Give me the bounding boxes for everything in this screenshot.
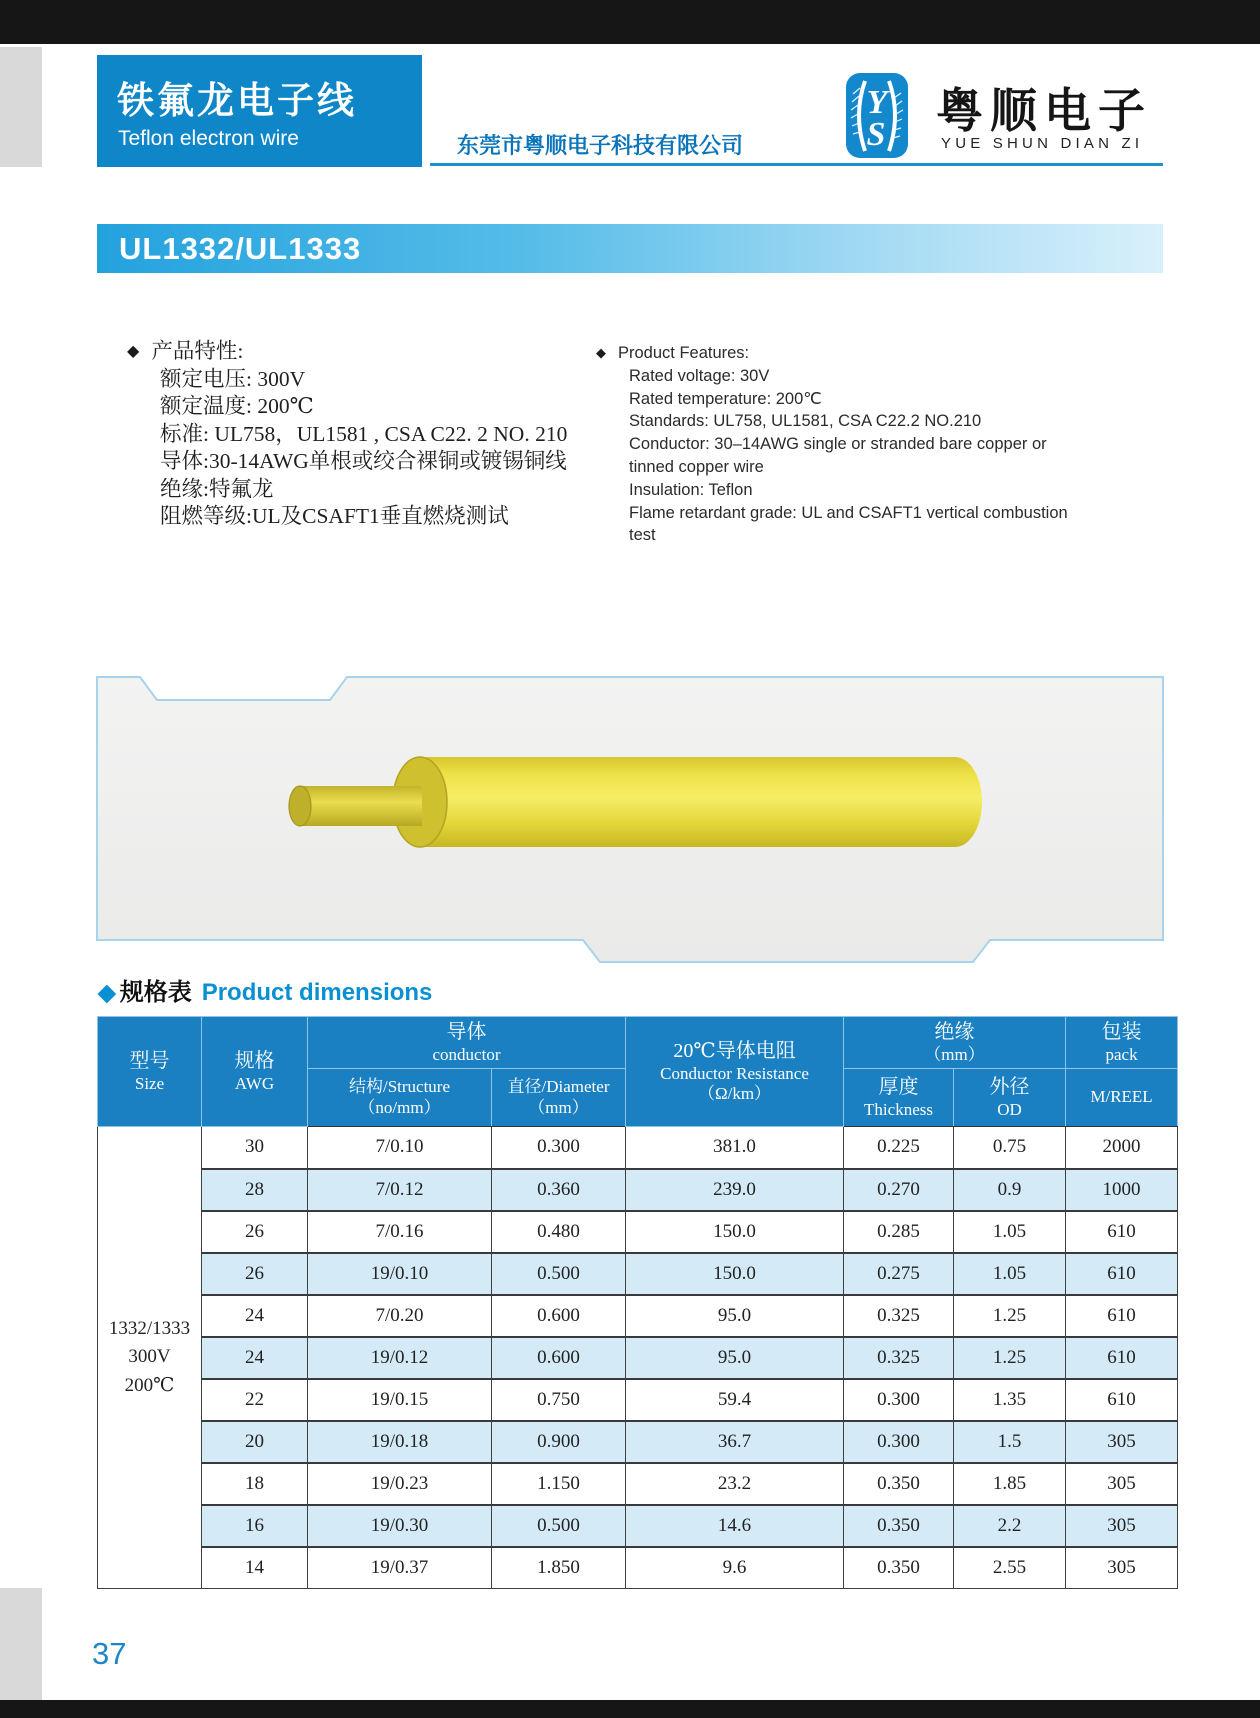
table-row xyxy=(98,1337,1178,1379)
cell-diameter: 0.600 xyxy=(492,1337,626,1379)
cell-diameter: 0.900 xyxy=(492,1421,626,1463)
od-en: OD xyxy=(997,1099,1022,1119)
cell-diameter: 0.300 xyxy=(492,1127,626,1169)
brand-name-en: YUE SHUN DIAN ZI xyxy=(941,135,1144,152)
col-header-structure xyxy=(308,1069,492,1127)
cell-diameter: 0.500 xyxy=(492,1505,626,1547)
col-header-od xyxy=(954,1069,1066,1127)
table-row xyxy=(98,1253,1178,1295)
cell-od: 1.25 xyxy=(954,1337,1066,1379)
cell-structure: 19/0.18 xyxy=(308,1421,492,1463)
logo-letter-y: Y xyxy=(866,84,888,121)
pack-cn: 包装 xyxy=(1101,1020,1142,1043)
product-title-box xyxy=(97,55,422,167)
table-row xyxy=(98,1505,1178,1547)
feature-line: Insulation: Teflon xyxy=(629,480,753,499)
features-cn-heading: 产品特性: xyxy=(151,339,244,363)
cell-awg: 28 xyxy=(202,1169,308,1211)
thickness-en: Thickness xyxy=(864,1099,933,1119)
thickness-cn: 厚度 xyxy=(878,1075,919,1098)
insulation-cn: 绝缘 xyxy=(934,1020,975,1043)
conductor-cn: 导体 xyxy=(446,1020,487,1043)
cell-thickness: 0.275 xyxy=(844,1253,954,1295)
cell-reel: 2000 xyxy=(1066,1127,1178,1169)
table-row xyxy=(98,1127,1178,1169)
top-black-bar xyxy=(0,0,1260,44)
cell-resistance: 150.0 xyxy=(626,1211,844,1253)
awg-cn: 规格 xyxy=(234,1049,275,1072)
size-cn: 型号 xyxy=(129,1049,170,1072)
cell-thickness: 0.350 xyxy=(844,1463,954,1505)
cell-awg: 24 xyxy=(202,1295,308,1337)
cell-reel: 610 xyxy=(1066,1379,1178,1421)
cell-reel: 305 xyxy=(1066,1505,1178,1547)
cell-structure: 7/0.12 xyxy=(308,1169,492,1211)
reel-label: M/REEL xyxy=(1090,1087,1153,1107)
size-merged-cell: 1332/1333 300V 200℃ xyxy=(98,1127,202,1589)
table-row xyxy=(98,1463,1178,1505)
cell-structure: 19/0.12 xyxy=(308,1337,492,1379)
cell-awg: 24 xyxy=(202,1337,308,1379)
feature-line: Conductor: 30–14AWG single or stranded bare copper or tinned copper wire xyxy=(629,435,1047,476)
diamond-icon: ◆ xyxy=(596,345,606,360)
cell-thickness: 0.225 xyxy=(844,1127,954,1169)
cell-diameter: 0.750 xyxy=(492,1379,626,1421)
cell-structure: 19/0.23 xyxy=(308,1463,492,1505)
series-banner: UL1332/UL1333 xyxy=(97,224,1163,273)
resistance-en: Conductor Resistance xyxy=(660,1063,809,1083)
cell-thickness: 0.285 xyxy=(844,1211,954,1253)
cell-structure: 7/0.10 xyxy=(308,1127,492,1169)
resistance-unit: （Ω/km） xyxy=(697,1084,772,1103)
cell-structure: 19/0.30 xyxy=(308,1505,492,1547)
cell-structure: 19/0.10 xyxy=(308,1253,492,1295)
feature-line: 额定温度: 200℃ xyxy=(160,394,314,418)
cell-od: 1.35 xyxy=(954,1379,1066,1421)
dimensions-heading-en: Product dimensions xyxy=(201,979,433,1006)
col-header-size xyxy=(98,1017,202,1127)
structure-unit: （no/mm） xyxy=(358,1097,441,1117)
feature-line: Rated temperature: 200℃ xyxy=(629,389,822,408)
cell-od: 2.2 xyxy=(954,1505,1066,1547)
cell-thickness: 0.325 xyxy=(844,1295,954,1337)
features-en xyxy=(596,342,1096,547)
cell-diameter: 1.850 xyxy=(492,1547,626,1589)
cell-awg: 14 xyxy=(202,1547,308,1589)
col-group-conductor xyxy=(308,1017,626,1069)
cell-diameter: 0.500 xyxy=(492,1253,626,1295)
cell-reel: 305 xyxy=(1066,1421,1178,1463)
cell-awg: 30 xyxy=(202,1127,308,1169)
table-row xyxy=(98,1211,1178,1253)
table-row xyxy=(98,1295,1178,1337)
cell-resistance: 9.6 xyxy=(626,1547,844,1589)
features-cn xyxy=(127,338,587,531)
cell-resistance: 95.0 xyxy=(626,1337,844,1379)
side-accent-top xyxy=(0,47,42,167)
cell-od: 1.05 xyxy=(954,1211,1066,1253)
feature-line: 标准: UL758，UL1581 , CSA C22. 2 NO. 210 xyxy=(160,421,568,446)
col-group-insulation xyxy=(844,1017,1066,1069)
cell-resistance: 150.0 xyxy=(626,1253,844,1295)
feature-line: 导体:30-14AWG单根或绞合裸铜或镀锡铜线 xyxy=(160,449,567,473)
cell-thickness: 0.300 xyxy=(844,1379,954,1421)
cell-reel: 1000 xyxy=(1066,1169,1178,1211)
col-group-pack xyxy=(1066,1017,1178,1069)
feature-line: 阻燃等级:UL及CSAFT1垂直燃烧测试 xyxy=(160,504,509,528)
structure-label: 结构/Structure xyxy=(348,1077,451,1097)
cell-resistance: 59.4 xyxy=(626,1379,844,1421)
col-header-thickness xyxy=(844,1069,954,1127)
col-header-resistance xyxy=(626,1017,844,1127)
features-en-heading: Product Features: xyxy=(618,344,750,362)
feature-line: 额定电压: 300V xyxy=(160,366,306,391)
size-en: Size xyxy=(134,1073,165,1093)
brand-name-cn: 粤顺电子 xyxy=(936,84,1152,137)
cell-diameter: 1.150 xyxy=(492,1463,626,1505)
cell-resistance: 239.0 xyxy=(626,1169,844,1211)
col-header-diameter xyxy=(492,1069,626,1127)
dimensions-heading xyxy=(98,972,432,1007)
bottom-black-bar xyxy=(0,1700,1260,1718)
cell-resistance: 36.7 xyxy=(626,1421,844,1463)
cell-od: 2.55 xyxy=(954,1547,1066,1589)
feature-line: Standards: UL758, UL1581, CSA C22.2 NO.210 xyxy=(629,412,982,431)
features-cn-lines xyxy=(160,366,587,531)
col-header-awg xyxy=(202,1017,308,1127)
feature-line: Flame retardant grade: UL and CSAFT1 vertical combustion test xyxy=(629,503,1068,545)
side-accent-bottom xyxy=(0,1588,42,1700)
awg-en: AWG xyxy=(234,1073,275,1093)
cell-structure: 19/0.15 xyxy=(308,1379,492,1421)
cell-resistance: 14.6 xyxy=(626,1505,844,1547)
cell-awg: 26 xyxy=(202,1253,308,1295)
table-row xyxy=(98,1421,1178,1463)
cell-od: 0.9 xyxy=(954,1169,1066,1211)
od-cn: 外径 xyxy=(989,1075,1030,1098)
diameter-unit: （mm） xyxy=(528,1097,589,1117)
cell-resistance: 381.0 xyxy=(626,1127,844,1169)
cell-od: 1.25 xyxy=(954,1295,1066,1337)
cell-thickness: 0.325 xyxy=(844,1337,954,1379)
cell-thickness: 0.270 xyxy=(844,1169,954,1211)
cell-reel: 610 xyxy=(1066,1211,1178,1253)
cell-structure: 7/0.16 xyxy=(308,1211,492,1253)
dimensions-table-body xyxy=(98,1127,1178,1589)
cell-diameter: 0.480 xyxy=(492,1211,626,1253)
cell-awg: 26 xyxy=(202,1211,308,1253)
feature-line: 绝缘:特氟龙 xyxy=(160,476,274,501)
product-title-cn: 铁氟龙电子线 xyxy=(117,80,357,121)
table-row xyxy=(98,1169,1178,1211)
header-underline xyxy=(430,163,1163,166)
diamond-icon: ◆ xyxy=(127,343,140,360)
dimensions-heading-cn: 规格表 xyxy=(119,979,192,1006)
cell-thickness: 0.350 xyxy=(844,1547,954,1589)
cell-structure: 19/0.37 xyxy=(308,1547,492,1589)
table-row xyxy=(98,1547,1178,1589)
cell-thickness: 0.350 xyxy=(844,1505,954,1547)
cell-awg: 22 xyxy=(202,1379,308,1421)
cell-od: 1.5 xyxy=(954,1421,1066,1463)
insulation-unit: （mm） xyxy=(924,1044,985,1064)
product-title-en: Teflon electron wire xyxy=(118,127,299,150)
cell-od: 1.05 xyxy=(954,1253,1066,1295)
cell-awg: 16 xyxy=(202,1505,308,1547)
cell-resistance: 23.2 xyxy=(626,1463,844,1505)
cell-awg: 18 xyxy=(202,1463,308,1505)
cell-reel: 305 xyxy=(1066,1463,1178,1505)
cell-structure: 7/0.20 xyxy=(308,1295,492,1337)
page-number: 37 xyxy=(92,1636,127,1671)
conductor-en: conductor xyxy=(432,1044,501,1064)
feature-line: Rated voltage: 30V xyxy=(629,366,770,385)
cell-awg: 20 xyxy=(202,1421,308,1463)
pack-en: pack xyxy=(1105,1044,1138,1064)
company-name: 东莞市粤顺电子科技有限公司 xyxy=(456,133,743,158)
table-row xyxy=(98,1379,1178,1421)
col-header-reel xyxy=(1066,1069,1178,1127)
cell-diameter: 0.600 xyxy=(492,1295,626,1337)
dimensions-table xyxy=(97,1016,1178,1589)
cell-reel: 610 xyxy=(1066,1295,1178,1337)
resistance-cn: 20℃导体电阻 xyxy=(673,1039,796,1062)
cell-diameter: 0.360 xyxy=(492,1169,626,1211)
diameter-label: 直径/Diameter xyxy=(507,1077,610,1097)
cell-od: 0.75 xyxy=(954,1127,1066,1169)
features-en-lines xyxy=(629,365,1096,547)
logo-letter-s: S xyxy=(866,116,886,153)
wire-illustration xyxy=(95,675,1165,967)
diamond-icon: ◆ xyxy=(98,979,116,1005)
cell-reel: 610 xyxy=(1066,1253,1178,1295)
yueshun-logo-icon xyxy=(845,72,909,159)
cell-reel: 305 xyxy=(1066,1547,1178,1589)
cell-od: 1.85 xyxy=(954,1463,1066,1505)
cell-reel: 610 xyxy=(1066,1337,1178,1379)
cell-resistance: 95.0 xyxy=(626,1295,844,1337)
cell-thickness: 0.300 xyxy=(844,1421,954,1463)
